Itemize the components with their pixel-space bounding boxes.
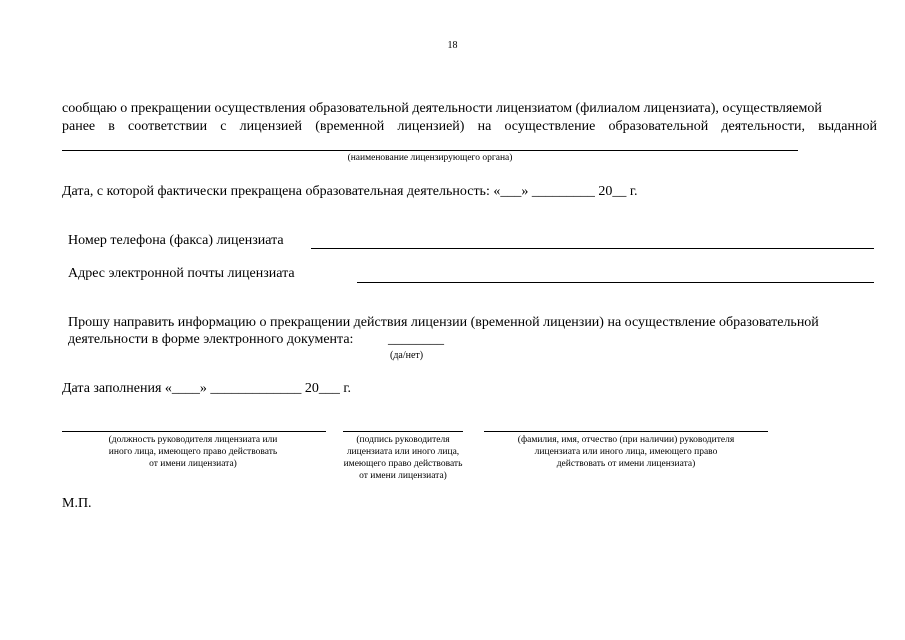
request-line-1: Прошу направить информацию о прекращении действия лицензии (временной лицензии) на осуществление образовательной (68, 315, 819, 330)
signature-caption: (подпись руководителя лицензиата или иного лица, имеющего право действовать от имени лицензиата) (343, 435, 463, 481)
email-label: Адрес электронной почты лицензиата (68, 266, 295, 281)
intro-line-1: сообщаю о прекращении осуществления образовательной деятельности лицензиатом (филиалом лицензиата), осуществляемой (62, 101, 822, 116)
page-number: 18 (447, 40, 458, 51)
email-field-line[interactable] (357, 282, 874, 283)
termination-date-line: Дата, с которой фактически прекращена образовательная деятельность: «___» _________ 20__ г. (62, 184, 638, 199)
signature-line[interactable] (343, 431, 463, 432)
phone-field-line[interactable] (311, 248, 874, 249)
yes-no-field[interactable]: ________ (388, 332, 444, 347)
position-caption: (должность руководителя лицензиата или иного лица, имеющего право действовать от имени лицензиата) (108, 435, 278, 469)
stamp-label: М.П. (62, 496, 92, 511)
fill-date-line: Дата заполнения «____» _____________ 20___ г. (62, 381, 352, 396)
authority-caption: (наименование лицензирующего органа) (347, 153, 513, 163)
authority-underline (62, 150, 798, 151)
phone-label: Номер телефона (факса) лицензиата (68, 233, 284, 248)
position-line[interactable] (62, 431, 326, 432)
full-name-caption: (фамилия, имя, отчество (при наличии) руководителя лицензиата или иного лица, имеющего право действовать от имени лицензиата) (517, 435, 735, 469)
yes-no-caption: (да/нет) (390, 350, 424, 361)
intro-line-2: ранее в соответствии с лицензией (временной лицензией) на осуществление образовательной деятельности, выданной (62, 119, 877, 134)
request-line-2: деятельности в форме электронного документа: (68, 332, 354, 347)
full-name-line[interactable] (484, 431, 768, 432)
